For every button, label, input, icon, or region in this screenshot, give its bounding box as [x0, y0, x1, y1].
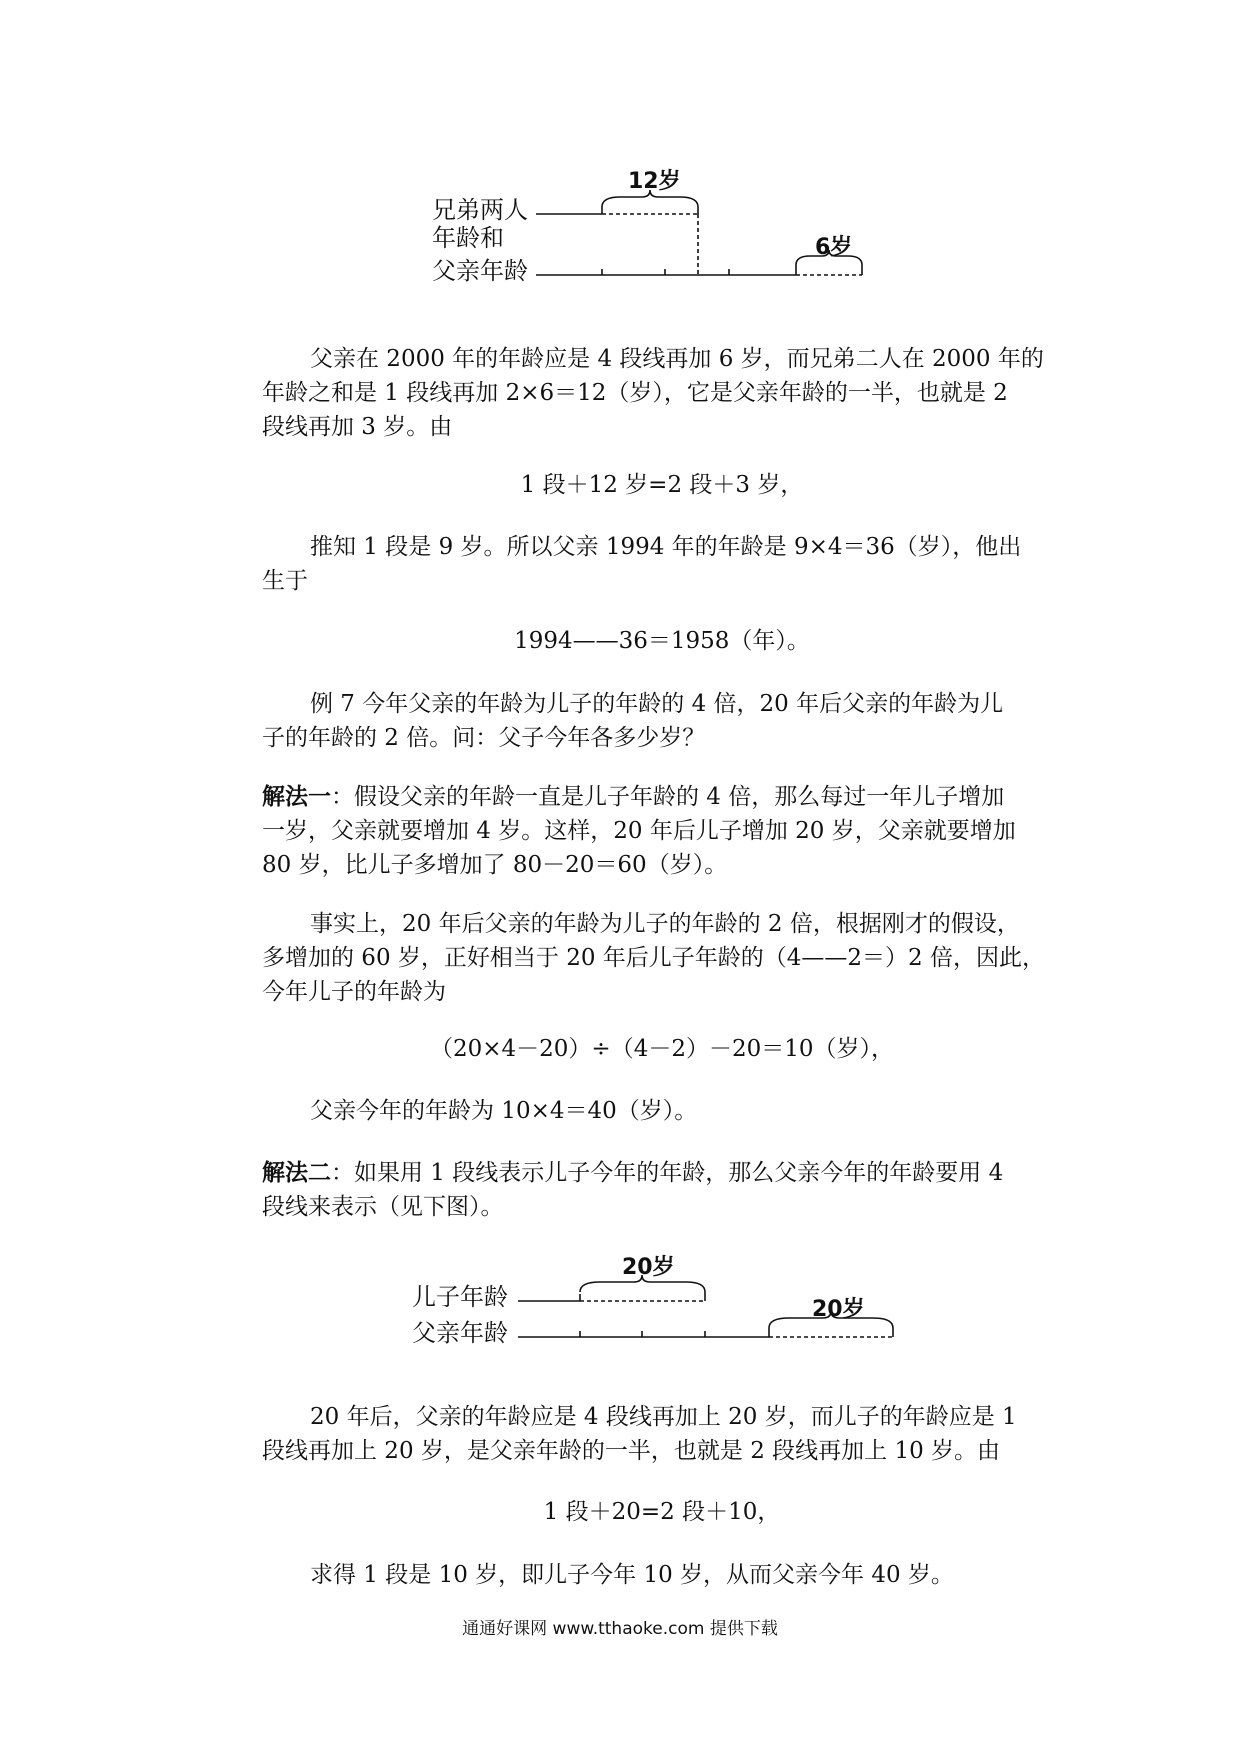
equation-2: 1994——36＝1958（年）。: [514, 628, 810, 654]
paragraph-7: [262, 1558, 1062, 1592]
equation-3: （20×4－20）÷（4－2）－20＝10（岁），: [429, 1036, 894, 1062]
diagram1-label-brothers: 兄弟两人: [432, 196, 528, 224]
solution-1-label: 解法一: [262, 784, 331, 810]
paragraph-line: 段线来表示（见下图）。: [262, 1194, 504, 1220]
diagram1-value-12: 12岁: [628, 169, 681, 194]
paragraph-line: 今年儿子的年龄为: [262, 979, 446, 1005]
equation-1: 1 段＋12 岁=2 段＋3 岁，: [520, 472, 804, 498]
paragraph-line: 生于: [262, 568, 308, 594]
paragraph-line: 段线再加上 20 岁，是父亲年龄的一半，也就是 2 段线再加上 10 岁。由: [262, 1438, 1001, 1464]
paragraph-line: 多增加的 60 岁，正好相当于 20 年后儿子年龄的（4——2＝）2 倍，因此，: [262, 945, 1045, 971]
paragraph-line: ：如果用 1 段线表示儿子今年的年龄，那么父亲今年的年龄要用 4: [331, 1160, 1004, 1186]
diagram2-value-top: 20岁: [622, 1255, 675, 1280]
solution-2-label: 解法二: [262, 1160, 331, 1186]
paragraph-line: 事实上，20 年后父亲的年龄为儿子的年龄的 2 倍，根据刚才的假设，: [310, 911, 1020, 937]
diagram1-label-sum: 年龄和: [432, 224, 504, 252]
diagram1-value-6: 6岁: [815, 235, 853, 260]
paragraph-line: 子的年龄的 2 倍。问：父子今年各多少岁？: [262, 725, 706, 751]
paragraph-line: 一岁，父亲就要增加 4 岁。这样，20 年后儿子增加 20 岁，父亲就要增加: [262, 818, 1016, 844]
paragraph-line: 段线再加 3 岁。由: [262, 414, 453, 440]
paragraph-line: 父亲今年的年龄为 10×4＝40（岁）。: [310, 1098, 698, 1124]
diagram2-value-right: 20岁: [812, 1297, 865, 1322]
paragraph-line: 80 岁，比儿子多增加了 80－20＝60（岁）。: [262, 852, 728, 878]
equation-4: 1 段＋20=2 段＋10，: [543, 1499, 781, 1525]
paragraph-line: 父亲在 2000 年的年龄应是 4 段线再加 6 岁，而兄弟二人在 2000 年的: [310, 346, 1044, 372]
paragraph-line: ：假设父亲的年龄一直是儿子年龄的 4 倍，那么每过一年儿子增加: [331, 784, 1005, 810]
paragraph-6: [262, 1400, 1062, 1468]
paragraph-line: 推知 1 段是 9 岁。所以父亲 1994 年的年龄是 9×4＝36（岁），他出: [310, 534, 1022, 560]
paragraph-line: 例 7 今年父亲的年龄为儿子的年龄的 4 倍，20 年后父亲的年龄为儿: [310, 691, 1004, 717]
footer-source: 通通好课网 www.tthaoke.com 提供下载: [462, 1619, 778, 1639]
paragraph-line: 年龄之和是 1 段线再加 2×6＝12（岁），它是父亲年龄的一半，也就是 2: [262, 380, 1008, 406]
paragraph-line: 求得 1 段是 10 岁，即儿子今年 10 岁，从而父亲今年 40 岁。: [310, 1562, 954, 1588]
diagram2-label-father: 父亲年龄: [412, 1319, 508, 1347]
diagram1-label-father: 父亲年龄: [432, 257, 528, 285]
paragraph-line: 20 年后，父亲的年龄应是 4 段线再加上 20 岁，而儿子的年龄应是 1: [310, 1404, 1017, 1430]
diagram2-label-son: 儿子年龄: [412, 1283, 508, 1311]
